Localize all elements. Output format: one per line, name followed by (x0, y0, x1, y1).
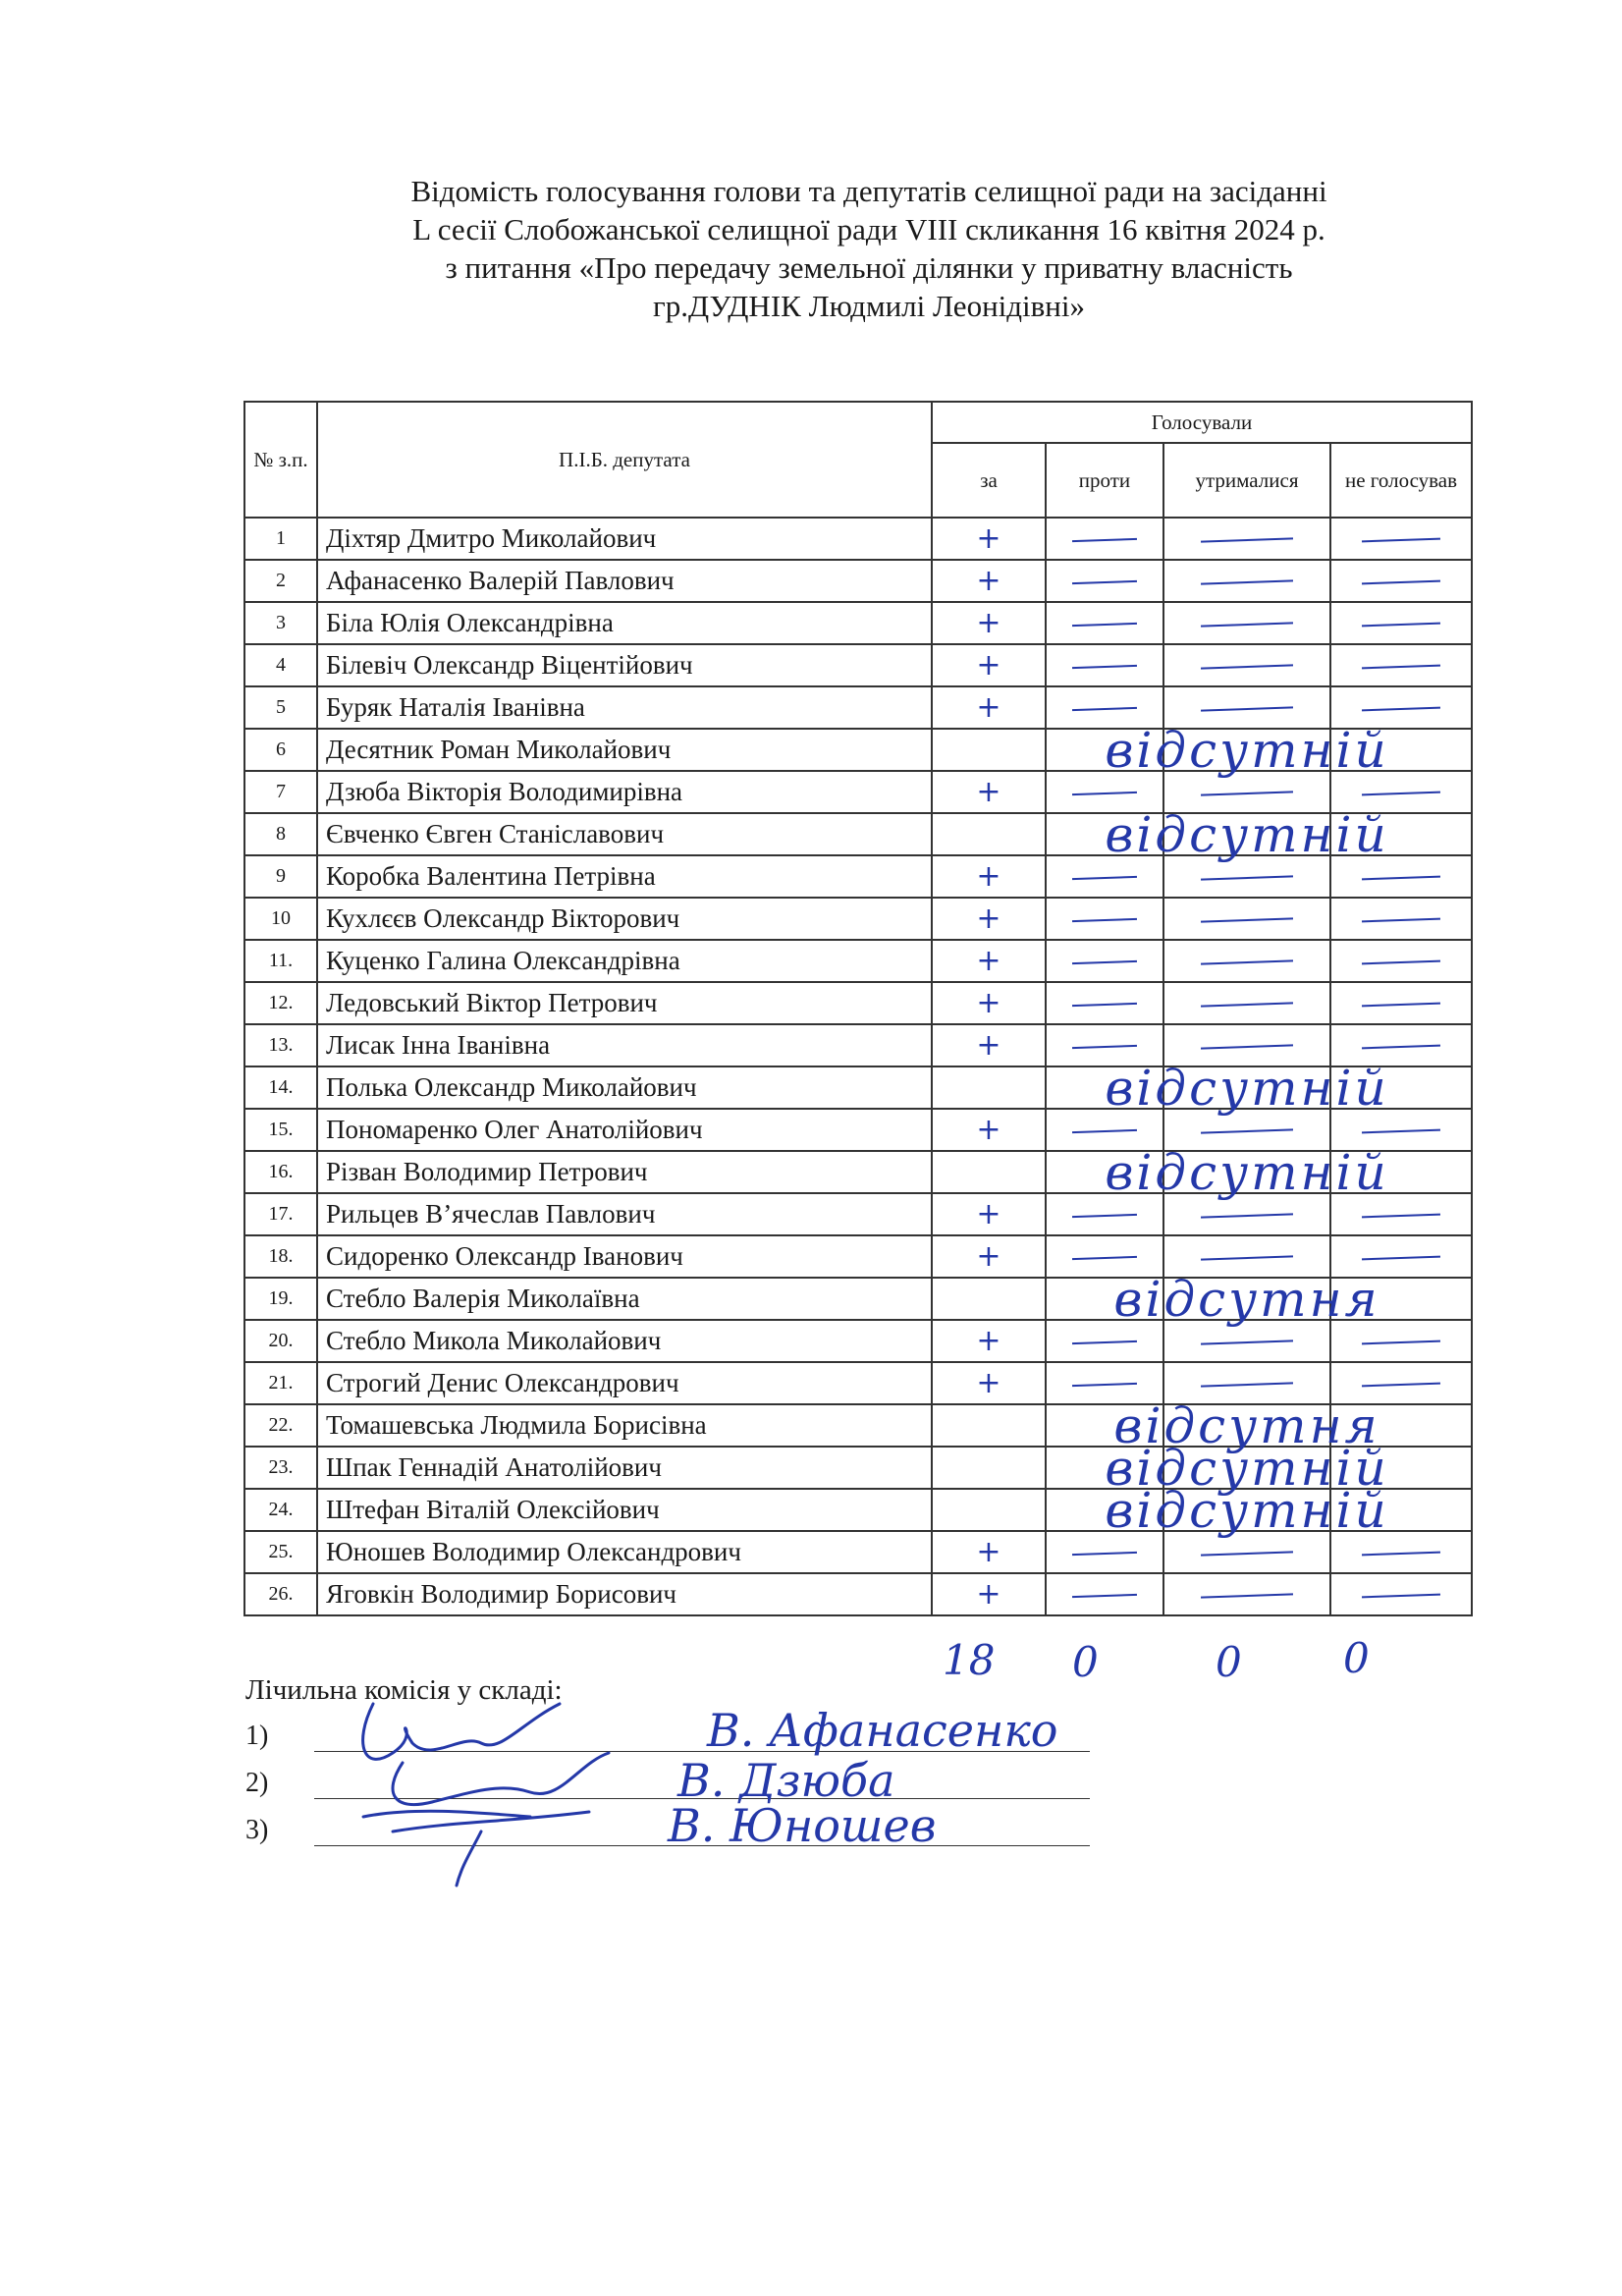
vote-mark-dash (1072, 580, 1137, 584)
deputy-name: Пономаренко Олег Анатолійович (317, 1109, 932, 1151)
title-line-1: Відомість голосування голови та депутатів селищної ради на засіданні (410, 174, 1327, 208)
table-row (244, 1193, 1472, 1235)
vote-cell-against (1046, 855, 1163, 898)
vote-mark-plus: + (976, 1112, 1001, 1147)
vote-cell-for (932, 644, 1046, 686)
row-number: 3 (244, 602, 317, 644)
vote-cell-against (1046, 898, 1163, 940)
header-voted: Голосували (932, 402, 1472, 443)
vote-mark-plus: + (976, 1365, 1001, 1400)
vote-cell-against (1046, 1489, 1163, 1531)
vote-mark-dash (1072, 1003, 1137, 1007)
vote-mark-dash (1201, 1552, 1293, 1557)
vote-mark-dash (1201, 1129, 1293, 1134)
vote-cell-abstained (1163, 1362, 1330, 1404)
vote-cell-abstained (1105, 1481, 1389, 1539)
vote-mark-plus: + (976, 647, 1001, 683)
total-abstained: 0 (1216, 1638, 1242, 1686)
deputy-name: Лисак Інна Іванівна (317, 1024, 932, 1066)
vote-cell-against (1046, 644, 1163, 686)
vote-mark-dash (1201, 960, 1293, 965)
vote-cell-against (1046, 1362, 1163, 1404)
table-row (244, 1404, 1472, 1447)
vote-mark-plus: + (976, 985, 1001, 1020)
deputy-name: Сидоренко Олександр Іванович (317, 1235, 932, 1278)
vote-cell-against (1046, 982, 1163, 1024)
vote-cell-against (1046, 1235, 1163, 1278)
vote-cell-abstained (1163, 1109, 1330, 1151)
vote-mark-dash (1072, 792, 1137, 795)
vote-cell-for (932, 1109, 1046, 1151)
vote-cell-against (1046, 1193, 1163, 1235)
deputy-name: Афанасенко Валерій Павлович (317, 560, 932, 602)
vote-mark-dash (1362, 1129, 1440, 1134)
vote-cell-not-voted (1330, 1151, 1472, 1193)
vote-mark-dash (1201, 665, 1293, 670)
row-number: 11. (244, 940, 317, 982)
vote-cell-against (1046, 1531, 1163, 1573)
row-number: 1 (244, 518, 317, 560)
deputy-name: Полька Олександр Миколайович (317, 1066, 932, 1109)
vote-mark-dash (1362, 876, 1440, 881)
vote-mark-dash (1362, 1256, 1440, 1261)
vote-cell-not-voted (1330, 518, 1472, 560)
vote-cell-not-voted (1330, 1278, 1472, 1320)
header-for: за (932, 443, 1046, 518)
vote-mark-dash (1362, 1594, 1440, 1599)
deputy-name: Коробка Валентина Петрівна (317, 855, 932, 898)
vote-mark-dash (1362, 1003, 1440, 1008)
vote-cell-against (1046, 1109, 1163, 1151)
row-number: 19. (244, 1278, 317, 1320)
vote-mark-dash (1201, 1383, 1293, 1388)
table-row (244, 1573, 1472, 1615)
vote-cell-for (932, 813, 1046, 855)
deputy-name: Білевіч Олександр Віцентійович (317, 644, 932, 686)
header-name: П.І.Б. депутата (317, 402, 932, 518)
vote-mark-dash (1072, 1045, 1137, 1049)
vote-cell-not-voted (1330, 602, 1472, 644)
absent-note: відсутній (1105, 1059, 1389, 1117)
vote-cell-for (932, 1151, 1046, 1193)
vote-mark-dash (1362, 665, 1440, 670)
absent-note: відсутня (1113, 1396, 1380, 1454)
vote-mark-dash (1362, 1383, 1440, 1388)
vote-cell-abstained (1163, 1024, 1330, 1066)
vote-mark-dash (1072, 960, 1137, 964)
vote-mark-plus: + (976, 943, 1001, 978)
table-row (244, 518, 1472, 560)
vote-cell-not-voted (1330, 1193, 1472, 1235)
vote-cell-not-voted (1330, 1362, 1472, 1404)
vote-mark-plus: + (976, 901, 1001, 936)
vote-mark-dash (1072, 1214, 1137, 1218)
vote-cell-against (1046, 560, 1163, 602)
vote-cell-against (1046, 813, 1163, 855)
row-number: 6 (244, 729, 317, 771)
vote-mark-dash (1072, 1256, 1137, 1260)
vote-cell-abstained (1105, 1059, 1389, 1117)
vote-cell-for (932, 1066, 1046, 1109)
table-row (244, 1066, 1472, 1109)
total-not-voted: 0 (1343, 1634, 1370, 1682)
vote-cell-abstained (1105, 1439, 1389, 1497)
vote-mark-dash (1201, 1214, 1293, 1219)
vote-mark-dash (1072, 876, 1137, 880)
deputy-name: Юношев Володимир Олександрович (317, 1531, 932, 1573)
deputy-name: Десятник Роман Миколайович (317, 729, 932, 771)
vote-mark-dash (1201, 580, 1293, 585)
vote-cell-not-voted (1330, 940, 1472, 982)
table-row (244, 1489, 1472, 1531)
vote-cell-not-voted (1330, 1320, 1472, 1362)
absent-note: відсутній (1105, 805, 1389, 863)
table-row (244, 602, 1472, 644)
vote-cell-for (932, 518, 1046, 560)
vote-cell-abstained (1163, 560, 1330, 602)
vote-cell-abstained (1163, 855, 1330, 898)
commission-member-2-name: В. Дзюба (677, 1754, 895, 1807)
total-against: 0 (1072, 1638, 1099, 1686)
vote-cell-against (1046, 1024, 1163, 1066)
vote-cell-abstained (1105, 1143, 1389, 1201)
vote-mark-dash (1362, 1340, 1440, 1345)
vote-cell-abstained (1163, 1531, 1330, 1573)
vote-cell-against (1046, 1404, 1163, 1447)
vote-cell-for (932, 982, 1046, 1024)
vote-cell-for (932, 1362, 1046, 1404)
vote-cell-not-voted (1330, 729, 1472, 771)
vote-mark-plus: + (976, 1576, 1001, 1612)
deputy-name: Шпак Геннадій Анатолійович (317, 1447, 932, 1489)
vote-cell-not-voted (1330, 1024, 1472, 1066)
vote-mark-plus: + (976, 858, 1001, 894)
deputy-name: Яговкін Володимир Борисович (317, 1573, 932, 1615)
title-line-4: гр.ДУДНІК Людмилі Леонідівні» (652, 289, 1085, 323)
vote-cell-against (1046, 1151, 1163, 1193)
table-row (244, 771, 1472, 813)
vote-cell-abstained (1163, 898, 1330, 940)
vote-mark-dash (1201, 623, 1293, 628)
header-num: № з.п. (244, 402, 317, 518)
document-title (295, 172, 1443, 325)
row-number: 14. (244, 1066, 317, 1109)
row-number: 8 (244, 813, 317, 855)
deputy-name: Біла Юлія Олександрівна (317, 602, 932, 644)
vote-mark-plus: + (976, 689, 1001, 725)
deputy-name: Томашевська Людмила Борисівна (317, 1404, 932, 1447)
vote-cell-for (932, 855, 1046, 898)
table-row (244, 1531, 1472, 1573)
table-row (244, 1151, 1472, 1193)
vote-cell-for (932, 1235, 1046, 1278)
vote-mark-dash (1362, 1045, 1440, 1050)
table-row (244, 1278, 1472, 1320)
vote-mark-dash (1201, 1045, 1293, 1050)
vote-cell-not-voted (1330, 1066, 1472, 1109)
deputy-name: Діхтяр Дмитро Миколайович (317, 518, 932, 560)
vote-cell-against (1046, 518, 1163, 560)
vote-cell-not-voted (1330, 1531, 1472, 1573)
vote-cell-against (1046, 940, 1163, 982)
deputy-name: Буряк Наталія Іванівна (317, 686, 932, 729)
vote-cell-abstained (1163, 940, 1330, 982)
absent-note: відсутній (1105, 1143, 1389, 1201)
vote-cell-not-voted (1330, 1573, 1472, 1615)
vote-mark-dash (1362, 918, 1440, 923)
table-row (244, 686, 1472, 729)
vote-cell-for (932, 602, 1046, 644)
vote-cell-not-voted (1330, 1447, 1472, 1489)
vote-cell-against (1046, 771, 1163, 813)
vote-mark-dash (1362, 960, 1440, 965)
commission-member-3-num: 3) (245, 1815, 269, 1845)
row-number: 24. (244, 1489, 317, 1531)
totals-row (0, 1634, 1622, 1687)
vote-cell-abstained (1113, 1396, 1380, 1454)
vote-cell-for (932, 1024, 1046, 1066)
row-number: 16. (244, 1151, 317, 1193)
vote-cell-abstained (1163, 518, 1330, 560)
vote-cell-abstained (1163, 1193, 1330, 1235)
row-number: 26. (244, 1573, 317, 1615)
voting-table (243, 401, 1473, 1616)
vote-cell-not-voted (1330, 855, 1472, 898)
table-row (244, 729, 1472, 771)
vote-cell-abstained (1163, 602, 1330, 644)
vote-cell-abstained (1163, 686, 1330, 729)
vote-cell-not-voted (1330, 1404, 1472, 1447)
vote-cell-for (932, 1320, 1046, 1362)
table-row (244, 1235, 1472, 1278)
vote-cell-against (1046, 602, 1163, 644)
vote-mark-dash (1362, 1214, 1440, 1219)
row-number: 13. (244, 1024, 317, 1066)
vote-cell-for (932, 1193, 1046, 1235)
vote-mark-dash (1201, 707, 1293, 712)
row-number: 10 (244, 898, 317, 940)
absent-note: відсутній (1105, 1481, 1389, 1539)
row-number: 23. (244, 1447, 317, 1489)
vote-cell-not-voted (1330, 686, 1472, 729)
vote-cell-for (932, 771, 1046, 813)
table-row (244, 1447, 1472, 1489)
vote-mark-dash (1072, 665, 1137, 669)
vote-cell-for (932, 686, 1046, 729)
vote-mark-dash (1362, 580, 1440, 585)
vote-cell-against (1046, 1447, 1163, 1489)
vote-cell-not-voted (1330, 644, 1472, 686)
commission-member-2-num: 2) (245, 1768, 269, 1798)
vote-cell-abstained (1163, 1320, 1330, 1362)
table-row (244, 855, 1472, 898)
vote-cell-for (932, 1278, 1046, 1320)
vote-cell-abstained (1163, 771, 1330, 813)
vote-cell-against (1046, 1066, 1163, 1109)
vote-cell-abstained (1163, 1235, 1330, 1278)
vote-cell-abstained (1163, 644, 1330, 686)
vote-cell-not-voted (1330, 1489, 1472, 1531)
row-number: 2 (244, 560, 317, 602)
table-row (244, 982, 1472, 1024)
vote-cell-abstained (1105, 805, 1389, 863)
vote-mark-plus: + (976, 774, 1001, 809)
absent-note: відсутній (1105, 721, 1389, 779)
deputy-name: Штефан Віталій Олексійович (317, 1489, 932, 1531)
header-against: проти (1046, 443, 1163, 518)
vote-cell-for (932, 1489, 1046, 1531)
table-row (244, 940, 1472, 982)
vote-mark-dash (1201, 1594, 1293, 1599)
vote-mark-plus: + (976, 605, 1001, 640)
vote-mark-plus: + (976, 563, 1001, 598)
row-number: 5 (244, 686, 317, 729)
vote-cell-abstained (1163, 1573, 1330, 1615)
vote-cell-abstained (1105, 721, 1389, 779)
row-number: 4 (244, 644, 317, 686)
table-row (244, 560, 1472, 602)
vote-mark-dash (1072, 1383, 1137, 1387)
vote-mark-plus: + (976, 1534, 1001, 1569)
vote-cell-not-voted (1330, 898, 1472, 940)
vote-mark-dash (1362, 1552, 1440, 1557)
vote-cell-against (1046, 686, 1163, 729)
row-number: 15. (244, 1109, 317, 1151)
vote-cell-for (932, 898, 1046, 940)
vote-mark-dash (1072, 707, 1137, 711)
vote-mark-dash (1201, 918, 1293, 923)
vote-mark-dash (1201, 876, 1293, 881)
deputy-name: Кухлєєв Олександр Вікторович (317, 898, 932, 940)
vote-mark-dash (1362, 623, 1440, 628)
vote-mark-plus: + (976, 1238, 1001, 1274)
vote-cell-not-voted (1330, 813, 1472, 855)
vote-cell-not-voted (1330, 1235, 1472, 1278)
row-number: 9 (244, 855, 317, 898)
voting-table-body (244, 518, 1472, 1615)
vote-mark-dash (1201, 1003, 1293, 1008)
deputy-name: Стебло Микола Миколайович (317, 1320, 932, 1362)
header-abstained: утрималися (1163, 443, 1330, 518)
vote-cell-not-voted (1330, 771, 1472, 813)
vote-mark-dash (1201, 792, 1293, 796)
vote-mark-plus: + (976, 1027, 1001, 1063)
vote-mark-dash (1072, 623, 1137, 627)
vote-cell-not-voted (1330, 560, 1472, 602)
vote-cell-not-voted (1330, 982, 1472, 1024)
vote-cell-for (932, 1573, 1046, 1615)
commission-member-3-name: В. Юношев (668, 1799, 937, 1852)
deputy-name: Строгий Денис Олександрович (317, 1362, 932, 1404)
table-row (244, 813, 1472, 855)
vote-cell-for (932, 1447, 1046, 1489)
vote-cell-for (932, 940, 1046, 982)
handwritten-signatures (334, 1684, 648, 1890)
vote-mark-dash (1072, 918, 1137, 922)
commission-member-1-num: 1) (245, 1721, 269, 1751)
vote-mark-plus: + (976, 520, 1001, 556)
commission-member-1-name: В. Афанасенко (707, 1704, 1058, 1757)
deputy-name: Куценко Галина Олександрівна (317, 940, 932, 982)
header-not-voted: не голосував (1330, 443, 1472, 518)
deputy-name: Різван Володимир Петрович (317, 1151, 932, 1193)
commission-label: Лічильна комісія у складі: (245, 1674, 563, 1706)
vote-cell-against (1046, 1320, 1163, 1362)
table-row (244, 898, 1472, 940)
total-for: 18 (943, 1636, 996, 1684)
deputy-name: Євченко Євген Станіславович (317, 813, 932, 855)
vote-cell-against (1046, 1278, 1163, 1320)
table-row (244, 1109, 1472, 1151)
table-row (244, 644, 1472, 686)
row-number: 17. (244, 1193, 317, 1235)
vote-mark-dash (1201, 1256, 1293, 1261)
row-number: 25. (244, 1531, 317, 1573)
table-row (244, 1320, 1472, 1362)
title-line-2: L сесії Слобожанської селищної ради VIII скликання 16 квітня 2024 р. (412, 212, 1325, 246)
vote-mark-dash (1072, 1340, 1137, 1344)
absent-note: відсутній (1105, 1439, 1389, 1497)
vote-mark-dash (1362, 538, 1440, 543)
row-number: 7 (244, 771, 317, 813)
vote-mark-plus: + (976, 1323, 1001, 1358)
vote-mark-dash (1072, 538, 1137, 542)
deputy-name: Ледовський Віктор Петрович (317, 982, 932, 1024)
vote-cell-against (1046, 729, 1163, 771)
vote-mark-dash (1362, 792, 1440, 796)
absent-note: відсутня (1113, 1270, 1380, 1328)
vote-mark-plus: + (976, 1196, 1001, 1231)
deputy-name: Рильцев В’ячеслав Павлович (317, 1193, 932, 1235)
table-row (244, 1024, 1472, 1066)
vote-mark-dash (1201, 538, 1293, 543)
deputy-name: Дзюба Вікторія Володимирівна (317, 771, 932, 813)
table-row (244, 1362, 1472, 1404)
vote-mark-dash (1362, 707, 1440, 712)
row-number: 18. (244, 1235, 317, 1278)
deputy-name: Стебло Валерія Миколаївна (317, 1278, 932, 1320)
row-number: 21. (244, 1362, 317, 1404)
vote-cell-for (932, 1531, 1046, 1573)
vote-cell-for (932, 560, 1046, 602)
vote-mark-dash (1072, 1552, 1137, 1556)
vote-mark-dash (1072, 1594, 1137, 1598)
vote-cell-not-voted (1330, 1109, 1472, 1151)
row-number: 20. (244, 1320, 317, 1362)
row-number: 22. (244, 1404, 317, 1447)
vote-cell-abstained (1113, 1270, 1380, 1328)
row-number: 12. (244, 982, 317, 1024)
vote-cell-against (1046, 1573, 1163, 1615)
vote-mark-dash (1072, 1129, 1137, 1133)
vote-mark-dash (1201, 1340, 1293, 1345)
vote-cell-for (932, 1404, 1046, 1447)
vote-cell-for (932, 729, 1046, 771)
vote-cell-abstained (1163, 982, 1330, 1024)
title-line-3: з питання «Про передачу земельної ділянки у приватну власність (445, 250, 1293, 285)
